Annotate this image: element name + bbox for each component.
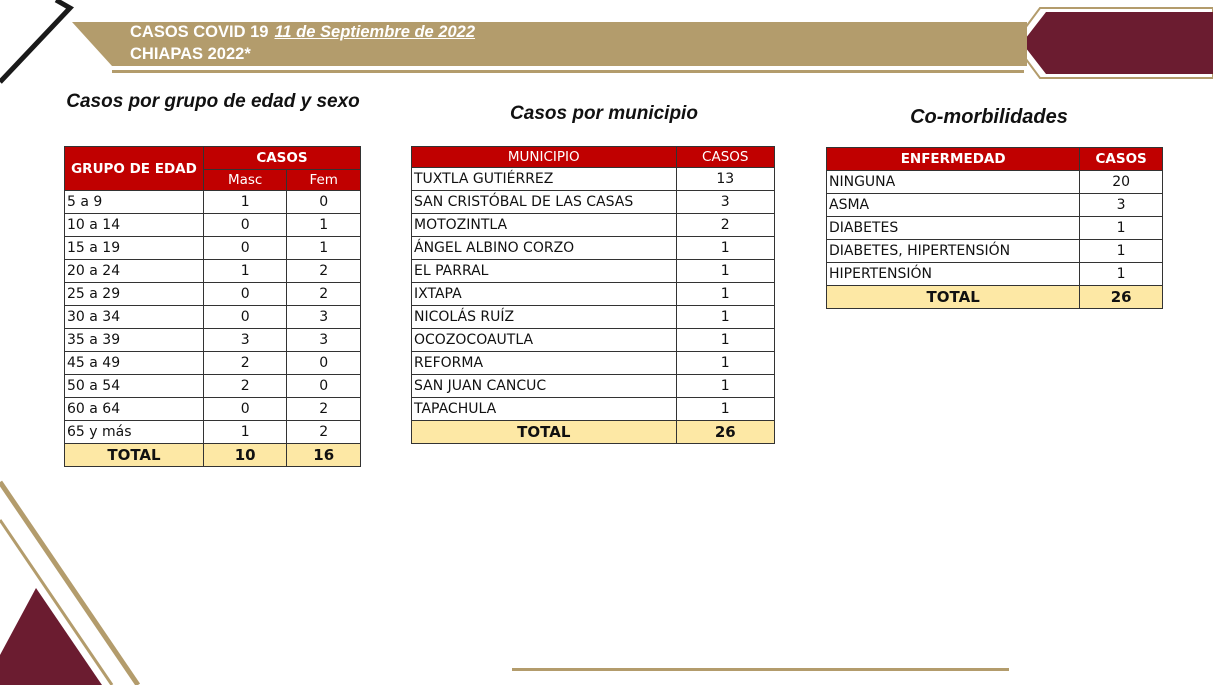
masc-cases-cell: 2 [203,352,287,375]
disease-name-cell: NINGUNA [827,171,1080,194]
fem-cases-cell: 0 [287,191,361,214]
age-total-row [65,444,361,467]
masc-cases-cell: 3 [203,329,287,352]
fem-cases-cell: 2 [287,421,361,444]
municipio-total-value: 26 [676,421,774,444]
age-group-cell: 20 a 24 [65,260,204,283]
table-row [412,306,775,329]
table-row [827,240,1163,263]
comorb-section-title: Co-morbilidades [910,106,1068,128]
age-group-cell: 10 a 14 [65,214,204,237]
municipio-name-cell: REFORMA [412,352,677,375]
municipio-col-cases-header: CASOS [676,147,774,168]
age-total-fem: 16 [287,444,361,467]
comorbidities-table [826,147,1163,309]
disease-name-cell: DIABETES, HIPERTENSIÓN [827,240,1080,263]
top-left-corner-line [0,0,70,82]
table-row [65,375,361,398]
fem-cases-cell: 0 [287,352,361,375]
table-row [65,421,361,444]
fem-cases-cell: 2 [287,260,361,283]
top-right-plaque [1022,12,1213,74]
table-row [412,329,775,352]
fem-cases-cell: 3 [287,306,361,329]
age-total-masc: 10 [203,444,287,467]
table-row [412,398,775,421]
fem-cases-cell: 1 [287,237,361,260]
age-group-cell: 35 a 39 [65,329,204,352]
age-section-title: Casos por grupo de edad y sexo [66,91,360,112]
comorb-total-row [827,286,1163,309]
fem-cases-cell: 2 [287,398,361,421]
municipio-total-label: TOTAL [412,421,677,444]
age-group-cell: 45 a 49 [65,352,204,375]
fem-cases-cell: 1 [287,214,361,237]
municipio-name-cell: EL PARRAL [412,260,677,283]
disease-name-cell: HIPERTENSIÓN [827,263,1080,286]
header-underline [112,70,1024,73]
table-row [65,260,361,283]
table-row [65,283,361,306]
disease-name-cell: ASMA [827,194,1080,217]
municipio-name-cell: NICOLÁS RUÍZ [412,306,677,329]
municipio-cases-cell: 1 [676,398,774,421]
municipio-cases-cell: 1 [676,329,774,352]
table-row [412,191,775,214]
fem-cases-cell: 2 [287,283,361,306]
fem-cases-cell: 0 [287,375,361,398]
age-group-cell: 30 a 34 [65,306,204,329]
header-title [130,21,475,65]
table-row [412,168,775,191]
disease-cases-cell: 1 [1080,217,1163,240]
header-line1: CASOS COVID 19 [130,23,269,41]
header-date: 11 de Septiembre de 2022 [274,23,476,41]
table-row [65,306,361,329]
comorb-col-cases-header: CASOS [1080,148,1163,171]
bottom-left-triangle [0,588,102,685]
masc-cases-cell: 0 [203,214,287,237]
table-row [827,263,1163,286]
masc-cases-cell: 0 [203,237,287,260]
age-group-cell: 25 a 29 [65,283,204,306]
fem-cases-cell: 3 [287,329,361,352]
municipio-col-name-header: MUNICIPIO [412,147,677,168]
municipio-table-body [412,168,775,421]
table-row [412,352,775,375]
municipio-cases-cell: 3 [676,191,774,214]
municipio-cases-cell: 13 [676,168,774,191]
disease-name-cell: DIABETES [827,217,1080,240]
municipio-total-row [412,421,775,444]
age-group-cell: 65 y más [65,421,204,444]
municipio-cases-cell: 1 [676,260,774,283]
table-row [412,237,775,260]
age-group-cell: 60 a 64 [65,398,204,421]
table-row [827,217,1163,240]
table-row [827,194,1163,217]
table-row [65,214,361,237]
masc-cases-cell: 1 [203,191,287,214]
header-line2: CHIAPAS 2022* [130,45,251,63]
footer-line [512,668,1009,671]
table-row [412,260,775,283]
table-row [412,283,775,306]
comorb-total-label: TOTAL [827,286,1080,309]
age-col-cases-header: CASOS [203,147,360,170]
age-group-cell: 50 a 54 [65,375,204,398]
masc-cases-cell: 2 [203,375,287,398]
municipio-name-cell: TAPACHULA [412,398,677,421]
age-group-cell: 5 a 9 [65,191,204,214]
municipio-name-cell: SAN JUAN CANCUC [412,375,677,398]
table-row [65,237,361,260]
disease-cases-cell: 1 [1080,263,1163,286]
municipio-name-cell: IXTAPA [412,283,677,306]
municipio-name-cell: SAN CRISTÓBAL DE LAS CASAS [412,191,677,214]
disease-cases-cell: 1 [1080,240,1163,263]
masc-cases-cell: 0 [203,398,287,421]
municipio-cases-cell: 1 [676,375,774,398]
municipio-cases-cell: 1 [676,352,774,375]
masc-cases-cell: 0 [203,283,287,306]
municipio-cases-cell: 2 [676,214,774,237]
table-row [827,171,1163,194]
masc-cases-cell: 0 [203,306,287,329]
age-table-body [65,191,361,444]
municipio-name-cell: ÁNGEL ALBINO CORZO [412,237,677,260]
municipio-cases-cell: 1 [676,306,774,329]
table-row [412,214,775,237]
disease-cases-cell: 3 [1080,194,1163,217]
municipio-section-title: Casos por municipio [510,103,698,124]
table-row [412,375,775,398]
municipio-name-cell: TUXTLA GUTIÉRREZ [412,168,677,191]
masc-cases-cell: 1 [203,260,287,283]
age-group-cell: 15 a 19 [65,237,204,260]
comorbidities-table-body [827,171,1163,286]
comorb-total-value: 26 [1080,286,1163,309]
disease-cases-cell: 20 [1080,171,1163,194]
age-col-fem-header: Fem [287,170,361,191]
municipio-table [411,146,775,444]
table-row [65,352,361,375]
masc-cases-cell: 1 [203,421,287,444]
age-col-masc-header: Masc [203,170,287,191]
table-row [65,191,361,214]
municipio-cases-cell: 1 [676,283,774,306]
municipio-cases-cell: 1 [676,237,774,260]
age-col-group-header: GRUPO DE EDAD [65,147,204,191]
age-table [64,146,361,467]
table-row [65,398,361,421]
municipio-name-cell: MOTOZINTLA [412,214,677,237]
municipio-name-cell: OCOZOCOAUTLA [412,329,677,352]
comorb-col-name-header: ENFERMEDAD [827,148,1080,171]
age-total-label: TOTAL [65,444,204,467]
table-row [65,329,361,352]
